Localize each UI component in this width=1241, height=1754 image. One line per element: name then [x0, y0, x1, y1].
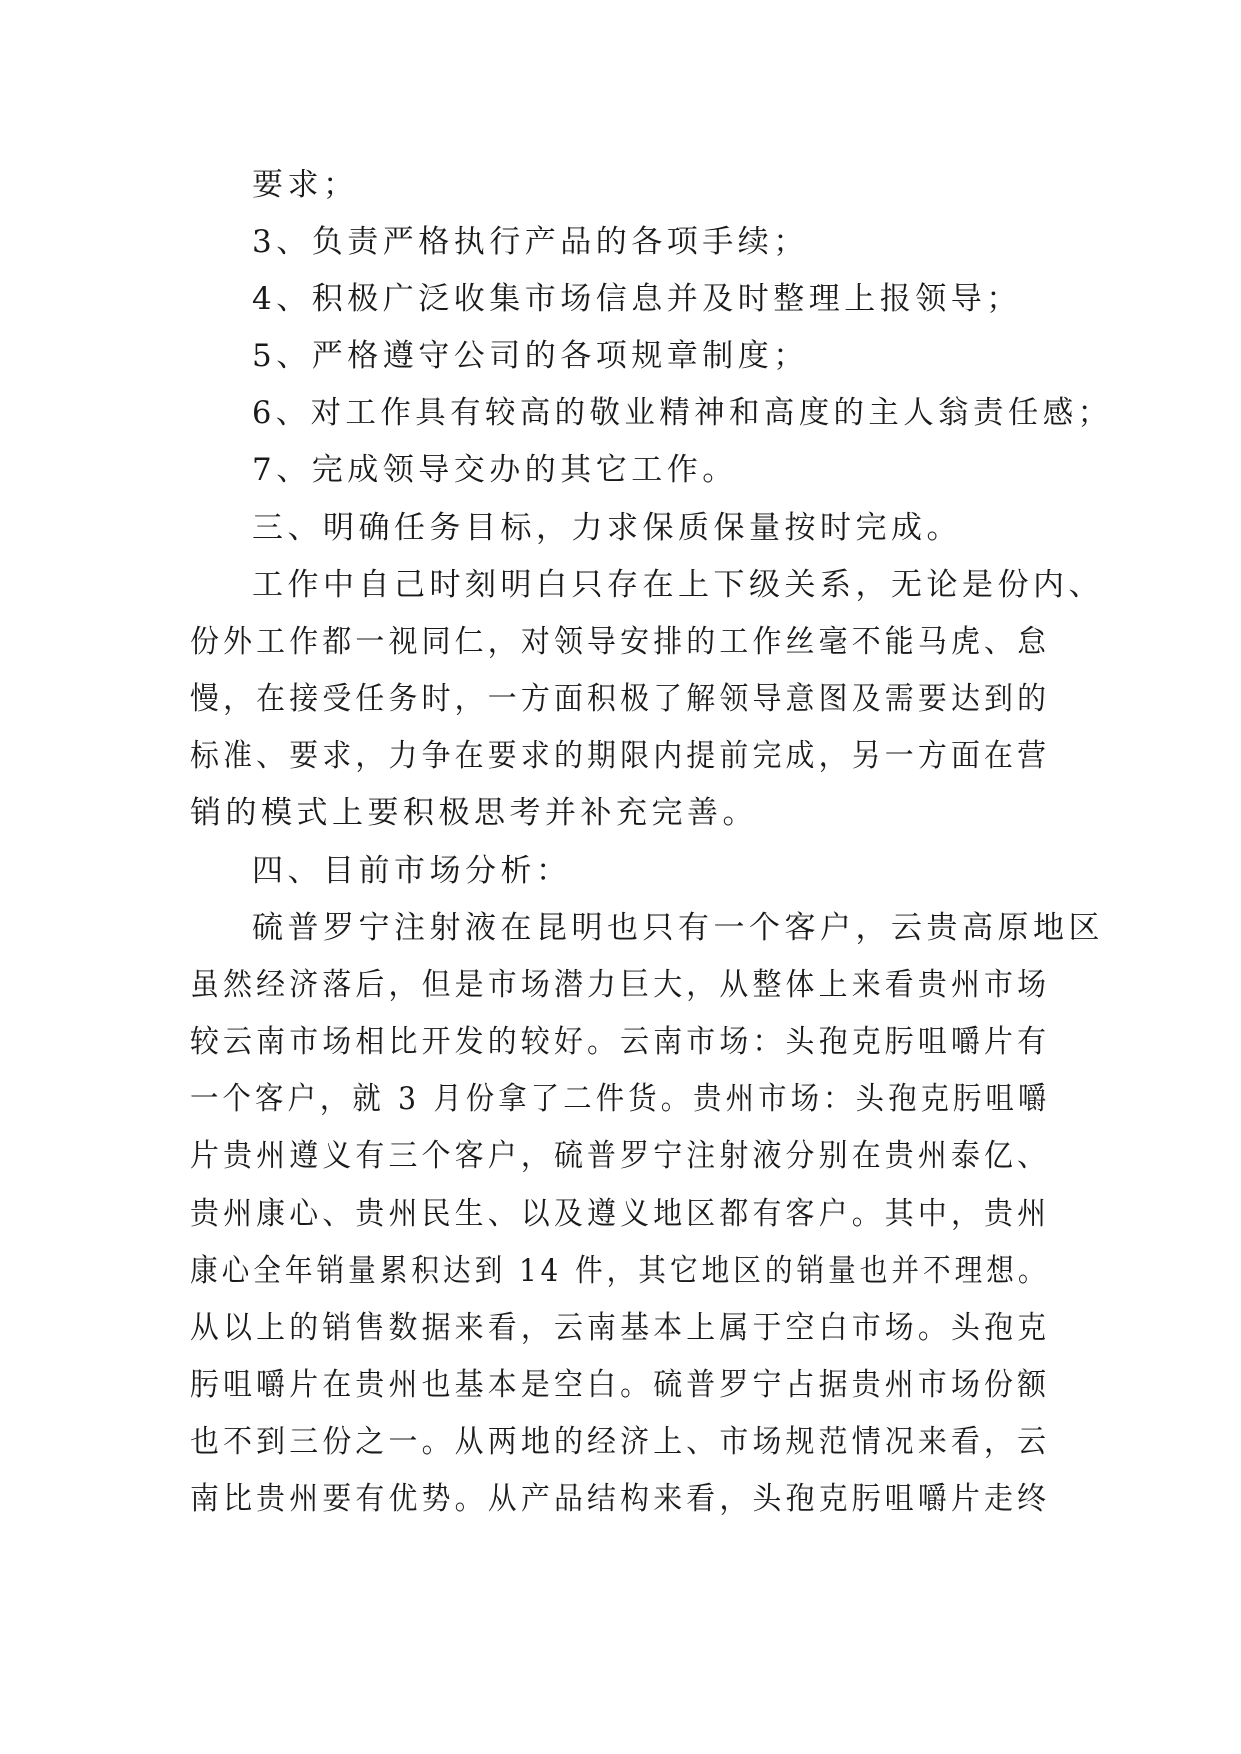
text-line: 要求； — [252, 167, 359, 203]
text-line: 7、完成领导交办的其它工作。 — [252, 452, 738, 488]
text-line: 5、严格遵守公司的各项规章制度； — [252, 338, 809, 374]
text-line: 标准、要求，力争在要求的期限内提前完成，另一方面在营 — [190, 738, 1051, 774]
text-line: 南比贵州要有优势。从产品结构来看，头孢克肟咀嚼片走终 — [190, 1481, 1051, 1517]
text-line: 6、对工作具有较高的敬业精神和高度的主人翁责任感； — [252, 395, 1113, 431]
text-line: 从以上的销售数据来看，云南基本上属于空白市场。头孢克 — [190, 1310, 1051, 1346]
text-line: 4、积极广泛收集市场信息并及时整理上报领导； — [252, 281, 1022, 317]
text-line: 慢，在接受任务时，一方面积极了解领导意图及需要达到的 — [190, 681, 1051, 717]
text-line: 虽然经济落后，但是市场潜力巨大，从整体上来看贵州市场 — [190, 967, 1051, 1003]
text-line: 销的模式上要积极思考并补充完善。 — [190, 795, 758, 831]
section-heading: 三、明确任务目标，力求保质保量按时完成。 — [252, 510, 962, 546]
text-line: 一个客户，就 3 月份拿了二件货。贵州市场：头孢克肟咀嚼 — [190, 1081, 1051, 1117]
text-line: 肟咀嚼片在贵州也基本是空白。硫普罗宁占据贵州市场份额 — [190, 1367, 1051, 1403]
text-line: 也不到三份之一。从两地的经济上、市场规范情况来看，云 — [190, 1424, 1051, 1460]
text-line: 硫普罗宁注射液在昆明也只有一个客户，云贵高原地区 — [252, 910, 1104, 946]
text-line: 贵州康心、贵州民生、以及遵义地区都有客户。其中，贵州 — [190, 1196, 1051, 1232]
section-heading: 四、目前市场分析： — [252, 853, 572, 889]
text-line: 工作中自己时刻明白只存在上下级关系，无论是份内、 — [252, 567, 1104, 603]
text-line: 3、负责严格执行产品的各项手续； — [252, 224, 809, 260]
text-line: 较云南市场相比开发的较好。云南市场：头孢克肟咀嚼片有 — [190, 1024, 1051, 1060]
text-line: 份外工作都一视同仁，对领导安排的工作丝毫不能马虎、怠 — [190, 624, 1051, 660]
text-line: 康心全年销量累积达到 14 件，其它地区的销量也并不理想。 — [190, 1253, 1050, 1289]
text-line: 片贵州遵义有三个客户，硫普罗宁注射液分别在贵州泰亿、 — [190, 1138, 1051, 1174]
